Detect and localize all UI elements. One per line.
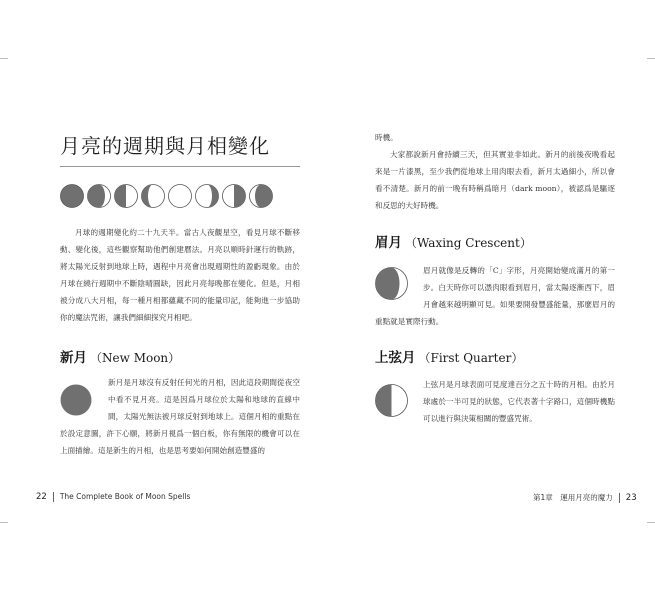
continuation-text: 時機。 [375, 133, 398, 142]
icon-wrap-spacer [375, 262, 423, 306]
intro-paragraph: 月球的週期變化約二十九天半。當古人夜觀星空，看見月球不斷移動、變化後，這些觀察幫助他們創建曆法。月亮以順時針運行的軌跡，將太陽光反射到地球上時，遇程中月亮會出現週期性的盈虧現象。由於月球在繞行週期中不斷陰晴圓缺，因此月亮每晚都在變化。但是，月相被分成八大月相，每一種月相都蘊藏不同的能量印記，能夠進一步協助你的魔法咒術，讓我們細細探究月相吧。 [60, 228, 300, 322]
phase-waning-crescent-icon [250, 185, 273, 208]
phase-last-quarter-icon [223, 185, 246, 208]
heading-zh: 上弦月 [375, 350, 416, 366]
heading-en: （New Moon） [90, 351, 181, 365]
section-heading-new-moon [60, 346, 180, 366]
heading-zh: 新月 [60, 350, 87, 366]
phase-full-moon-icon [169, 185, 192, 208]
heading-en: （First Quarter） [418, 351, 524, 365]
footer-separator [53, 492, 54, 502]
phase-waxing-gibbous-icon [142, 185, 165, 208]
phase-waxing-crescent-icon [88, 185, 111, 208]
dark-moon-paragraph: 大家都說新月會持續三天，但其實並非如此。新月的前後夜晚看起來是一片漆黑，至少我們從地球上用肉眼去看，新月太過細小，所以會看不清楚。新月的前一晚有時稱爲暗月（dark moon），被認爲是驅逐和反思的大好時機。 [375, 150, 615, 210]
page-number: 22 [36, 492, 47, 502]
running-chapter-title: 第1章 運用月亮的魔力 [533, 493, 613, 502]
moon-phases-strip [60, 183, 300, 209]
phase-waning-gibbous-icon [196, 185, 219, 208]
page-title: 月亮的週期與月相變化 [60, 134, 270, 158]
phase-new-moon-icon [61, 185, 84, 208]
left-footer [36, 492, 190, 502]
new-moon-paragraph: 新月是月球沒有反射任何光的月相，因此這段期間從夜空中看不見月亮。這是因爲月球位於太陽和地球的直線中間，太陽光無法被月球反射到地球上。這個月相的重點在於設定意圖，許下心願，將新月視爲一個白板，你有無限的機會可以在上面描繪。這是新生的月相，也是思考要如何開始創造豐盛的 [60, 374, 300, 459]
first-quarter-paragraph: 上弦月是月球表面可見度達百分之五十時的月相。由於月球處於一半可見的狀態，它代表著十字路口，這個時機點可以進行與決策相關的豐盛咒術。 [375, 376, 615, 427]
icon-wrap-spacer [375, 376, 423, 420]
phase-first-quarter-icon [115, 185, 138, 208]
title-divider [60, 166, 300, 167]
footer-separator [619, 493, 620, 503]
heading-zh: 眉月 [375, 235, 402, 251]
waxing-crescent-paragraph: 眉月就像是反轉的「C」字形，月亮開始變成滿月的第一步。白天時你可以憑肉眼看到眉月，當太陽逐漸西下，眉月會越來越明顯可見。如果要開發豐盛能量，那麼眉月的重點就是實際行動。 [375, 262, 615, 330]
right-page [328, 0, 655, 609]
page-number: 23 [625, 493, 637, 503]
left-page [0, 0, 327, 609]
section-heading-waxing-crescent [375, 231, 532, 251]
heading-en: （Waxing Crescent） [405, 236, 532, 250]
running-book-title: The Complete Book of Moon Spells [59, 492, 191, 501]
section-heading-first-quarter [375, 346, 523, 366]
right-footer [533, 492, 637, 503]
icon-wrap-spacer [60, 374, 108, 422]
